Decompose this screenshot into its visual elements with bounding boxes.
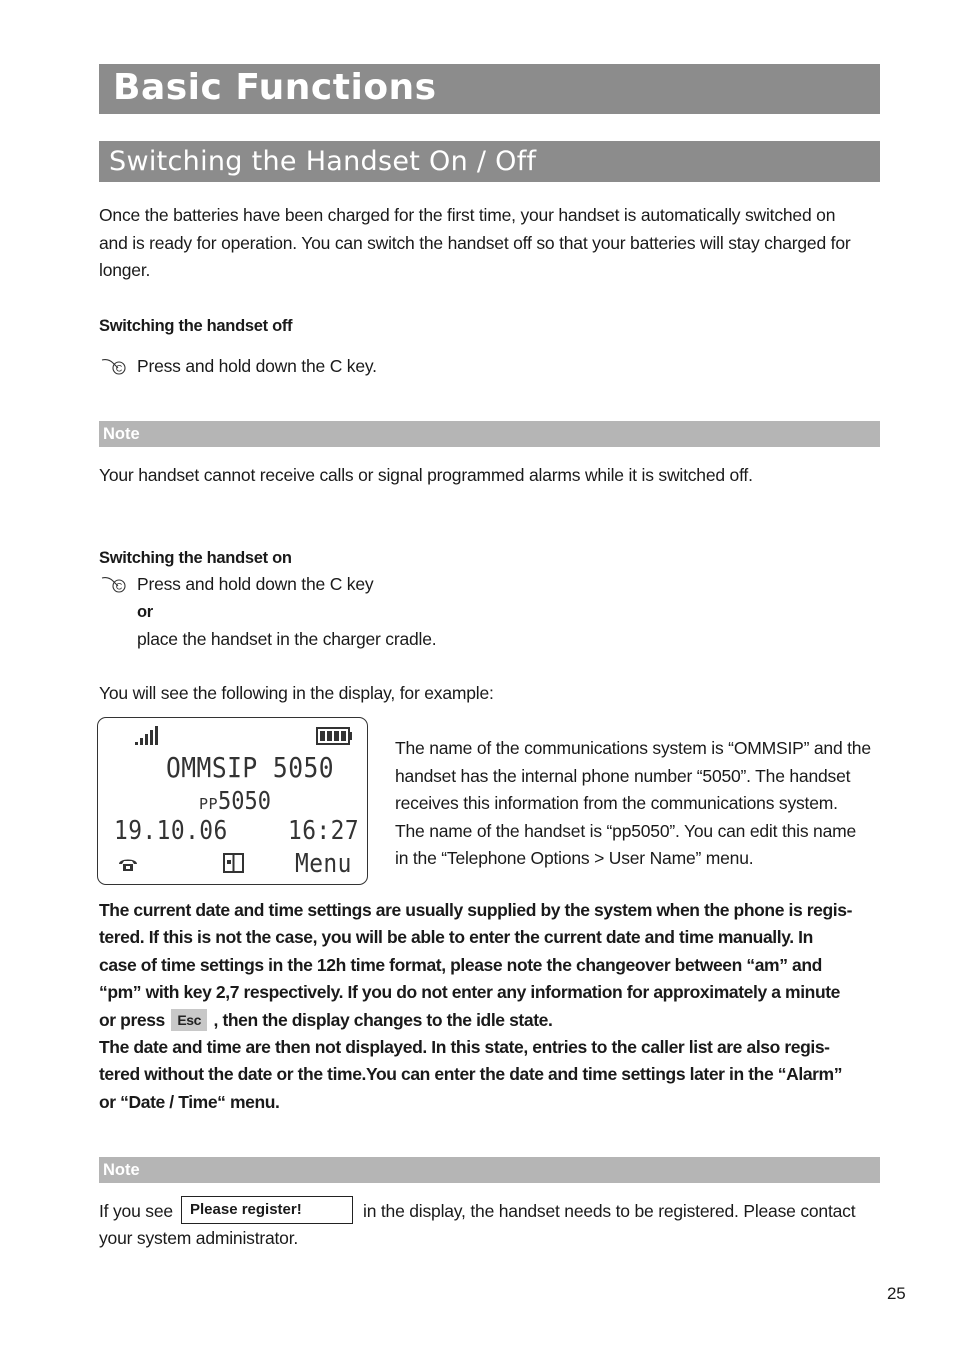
switch-on-alt-step: place the handset in the charger cradle. xyxy=(137,629,437,649)
phonebook-icon xyxy=(222,852,246,874)
display-message-text: Please register! xyxy=(190,1201,302,1218)
switch-on-step: Press and hold down the C key xyxy=(137,574,374,594)
chapter-title: Basic Functions xyxy=(113,67,437,108)
display-intro: You will see the following in the display, for example: xyxy=(99,683,494,703)
datetime-line-esc: or press Esc , then the display changes to the idle state. xyxy=(99,1009,553,1030)
battery-icon xyxy=(316,726,354,746)
display-description: The name of the communications system is “OMMSIP” and the handset has the internal phone number “5050”. The handset receives this information from the communications system. The name of the handset is “pp5050”. You can edit this name in the “Telephone Options > User Name” menu. xyxy=(395,738,871,868)
handset-icon xyxy=(116,853,140,873)
display-handset-prefix: PP xyxy=(199,795,219,813)
display-date: 19.10.06 xyxy=(114,816,228,846)
svg-text:C: C xyxy=(115,581,123,592)
note-text-1: Your handset cannot receive calls or signal programmed alarms while it is switched off. xyxy=(99,465,753,485)
intro-paragraph: Once the batteries have been charged for the first time, your handset is automatically switched on and is ready for operation. You can switch the handset off so that your batteries will stay charged for longer. xyxy=(99,205,851,280)
handset-display xyxy=(97,717,368,885)
note-text-2-after: in the display, the handset needs to be registered. Please contact xyxy=(363,1201,856,1221)
note-bar-2 xyxy=(99,1157,880,1183)
chapter-title-bar xyxy=(99,64,880,114)
display-system-name: OMMSIP 5050 xyxy=(166,751,335,784)
c-key-icon xyxy=(101,575,129,595)
display-handset-number: 5050 xyxy=(218,786,272,815)
datetime-paragraph: The current date and time settings are usually supplied by the system when the phone is regis- tered. If this is not the case, you will be able to enter the current date and time manually. In case of time settings in the 12h time format, please note the changeover between “am” and “pm” with key 2,7 respectively. If you do not enter any information for approximately a minute or press Esc , then the display changes to the idle state. The date and time are then not displayed. In this state, entries to the caller list are also regis- tered without the date or the time.You can enter the date and time settings later in the “Alarm” or “Date / Time“ menu. xyxy=(99,900,853,1112)
note-bar-1 xyxy=(99,421,880,447)
display-time: 16:27 xyxy=(288,816,360,846)
signal-strength-icon xyxy=(134,723,164,747)
switch-off-heading: Switching the handset off xyxy=(99,317,293,335)
note-label: Note xyxy=(103,1161,140,1179)
note-text-2-before: If you see xyxy=(99,1201,173,1221)
switch-off-step: Press and hold down the C key. xyxy=(137,356,377,376)
esc-key-label: Esc xyxy=(171,1009,207,1031)
section-title-bar xyxy=(99,141,880,182)
note-label: Note xyxy=(103,425,140,443)
display-message-box xyxy=(181,1196,353,1224)
note-text-2-line2: your system administrator. xyxy=(99,1228,299,1248)
display-menu-softkey: Menu xyxy=(295,849,352,879)
switch-on-heading: Switching the handset on xyxy=(99,549,292,567)
or-label: or xyxy=(137,603,153,621)
page-number: 25 xyxy=(887,1284,906,1303)
svg-text:C: C xyxy=(115,363,123,374)
display-handset-name xyxy=(199,786,278,815)
section-title: Switching the Handset On / Off xyxy=(109,146,537,177)
c-key-icon xyxy=(101,357,129,377)
